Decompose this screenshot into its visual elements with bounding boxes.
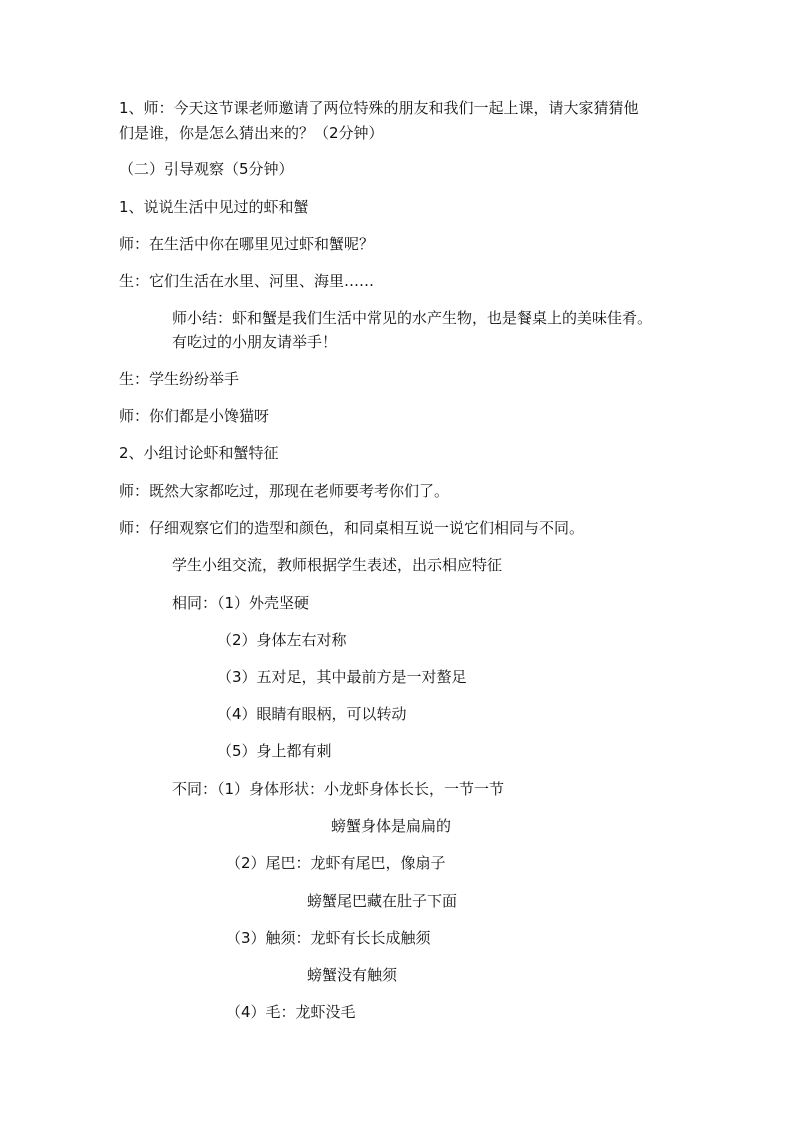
difference-item: 不同：（1）身体形状：小龙虾身体长长，一节一节 <box>172 780 505 798</box>
difference-item: （2）尾巴：龙虾有尾巴，像扇子 <box>226 854 446 872</box>
difference-detail: 螃蟹身体是扁扁的 <box>331 817 452 835</box>
teacher-summary-line1: 师小结：虾和蟹是我们生活中常见的水产生物，也是餐桌上的美味佳肴。 <box>172 309 653 327</box>
similarity-item: 相同：（1）外壳坚硬 <box>172 594 310 612</box>
difference-item: （4）毛：龙虾没毛 <box>226 1003 356 1021</box>
similarity-item: （4）眼睛有眼柄，可以转动 <box>217 705 407 723</box>
group-exchange-line: 学生小组交流，教师根据学生表述，出示相应特征 <box>172 556 503 574</box>
paragraph-intro-line1: 1、师：今天这节课老师邀请了两位特殊的朋友和我们一起上课，请大家猜猜他 <box>119 99 639 117</box>
difference-detail: 螃蟹没有触须 <box>307 966 398 984</box>
dialog-line: 师：仔细观察它们的造型和颜色，和同桌相互说一说它们相同与不同。 <box>119 519 585 537</box>
similarity-item: （3）五对足，其中最前方是一对螯足 <box>217 668 467 686</box>
dialog-line: 师：你们都是小馋猫呀 <box>119 407 270 425</box>
subheading-discuss-life: 1、说说生活中见过的虾和蟹 <box>119 198 309 216</box>
difference-item: （3）触须：龙虾有长长成触须 <box>226 929 431 947</box>
similarity-item: （2）身体左右对称 <box>217 631 347 649</box>
similarity-item: （5）身上都有刺 <box>217 742 332 760</box>
dialog-line: 生：它们生活在水里、河里、海里…… <box>119 272 375 290</box>
dialog-line: 师：既然大家都吃过，那现在老师要考考你们了。 <box>119 482 450 500</box>
section-heading-observe: （二）引导观察（5分钟） <box>119 160 294 178</box>
subheading-group-discuss: 2、小组讨论虾和蟹特征 <box>119 444 279 462</box>
difference-detail: 螃蟹尾巴藏在肚子下面 <box>307 892 458 910</box>
paragraph-intro-line2: 们是谁，你是怎么猜出来的？（2分钟） <box>119 124 384 142</box>
dialog-line: 师：在生活中你在哪里见过虾和蟹呢？ <box>119 235 375 253</box>
dialog-line: 生：学生纷纷举手 <box>119 370 240 388</box>
teacher-summary-line2: 有吃过的小朋友请举手！ <box>172 333 338 351</box>
